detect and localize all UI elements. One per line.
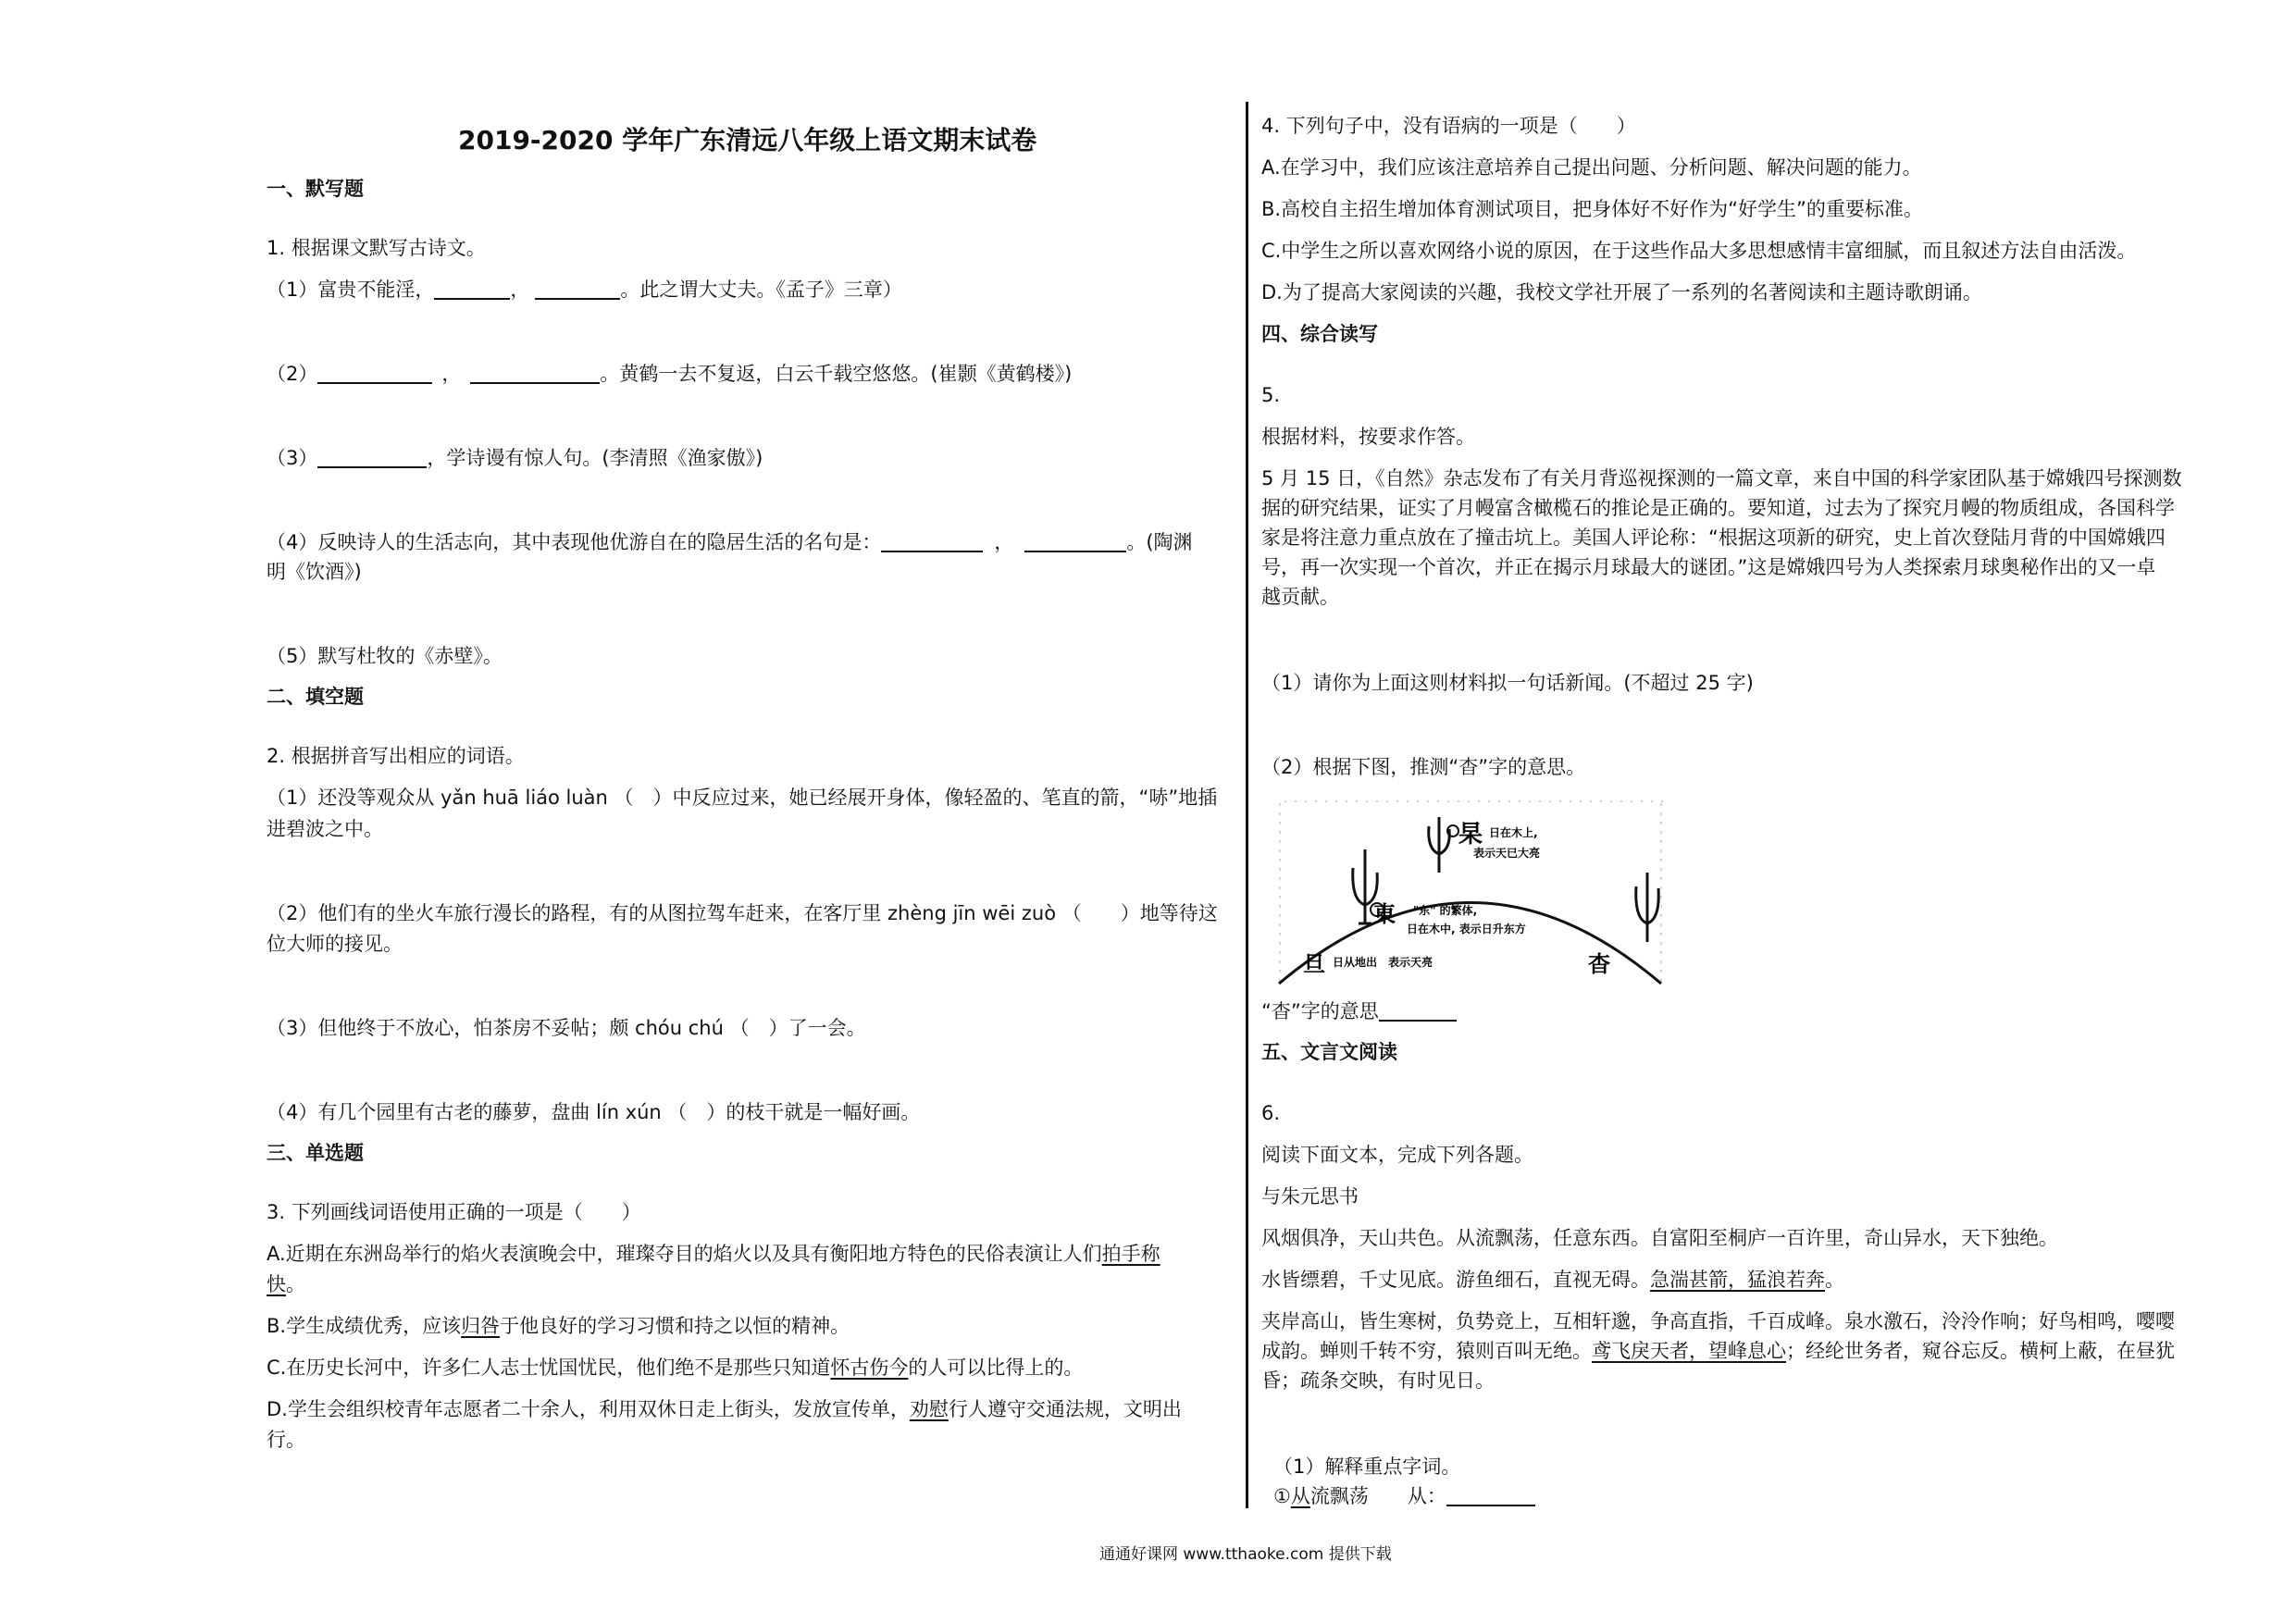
question-6: 6.	[1261, 1102, 1281, 1124]
option-3d: D.学生会组织校青年志愿者二十余人，利用双休日走上街头，发放宣传单，劝慰行人遵守交通法规，文明出	[267, 1398, 1182, 1420]
question-6-intro: 阅读下面文本，完成下列各题。	[1261, 1144, 1533, 1166]
question-5-answer: “杳”字的意思	[1261, 997, 1457, 1026]
passage-line: 夹岸高山，皆生寒树，负势竞上，互相轩邈，争高直指，千百成峰。泉水激石，泠泠作响；好鸟相鸣，嘤嘤	[1261, 1310, 2175, 1332]
question-2-1: （1）还没等观众从 yǎn huā liáo luàn （ ）中反应过来，她已经展开身体，像轻盈的、笔直的箭，“哧”地插	[267, 787, 1218, 809]
section-heading-classical: 五、文言文阅读	[1261, 1041, 1397, 1063]
question-1-1: （1）富贵不能淫， ， 。此之谓大丈夫。《孟子》三章）	[267, 279, 902, 301]
figure-note: 日在木中, 表示日升东方	[1407, 923, 1526, 935]
answer-blank[interactable]	[881, 530, 983, 552]
option-4a: A.在学习中，我们应该注意培养自己提出问题、分析问题、解决问题的能力。	[1261, 156, 1922, 179]
section-heading-fill: 二、填空题	[267, 686, 364, 708]
figure-note: "东" 的繁体,	[1413, 904, 1478, 917]
question-2-1-cont: 进碧波之中。	[267, 818, 383, 840]
question-2-4: （4）有几个园里有古老的藤萝，盘曲 lín xún （ ）的枝干就是一幅好画。	[267, 1101, 921, 1123]
question-6-1-a: ①从流飘荡 从：	[1273, 1481, 1535, 1511]
question-1-3: （3） ，学诗谩有惊人句。(李清照《渔家傲》)	[267, 447, 763, 469]
passage-line: 成韵。蝉则千转不穷，猿则百叫无绝。鸢飞戾天者，望峰息心；经纶世务者，窥谷忘反。横柯上蔽，在昼犹	[1261, 1340, 2175, 1362]
question-5-1: （1）请你为上面这则材料拟一句话新闻。(不超过 25 字)	[1261, 672, 1754, 694]
material-line: 家是将注意力重点放在了撞击坑上。美国人评论称：“根据这项新的研究，史上首次登陆月背的中国嫦娥四	[1261, 527, 2166, 549]
option-3d-cont: 行。	[267, 1429, 305, 1451]
answer-blank[interactable]	[1446, 1484, 1535, 1506]
option-3a-cont: 快。	[267, 1273, 305, 1295]
question-2: 2. 根据拼音写出相应的词语。	[267, 745, 525, 767]
answer-blank[interactable]	[470, 362, 600, 384]
question-4: 4. 下列句子中，没有语病的一项是（ ）	[1261, 115, 1636, 137]
figure-note: 表示天已大亮	[1473, 847, 1541, 860]
figure-char-gao: 杲	[1458, 821, 1483, 849]
option-3a: A.近期在东洲岛举行的焰火表演晚会中，璀璨夺目的焰火以及具有衡阳地方特色的民俗表演让人们拍手称	[267, 1243, 1160, 1265]
option-3b: B.学生成绩优秀，应该归咎于他良好的学习习惯和持之以恒的精神。	[267, 1315, 850, 1337]
option-4d: D.为了提高大家阅读的兴趣，我校文学社开展了一系列的名著阅读和主题诗歌朗诵。	[1261, 281, 1982, 304]
passage-line: 昏；疏条交映，有时见日。	[1261, 1369, 1495, 1392]
question-1: 1. 根据课文默写古诗文。	[267, 237, 486, 259]
page-footer: 通通好课网 www.tthaoke.com 提供下载	[1099, 1545, 1392, 1564]
passage-line: 风烟俱净，天山共色。从流飘荡，任意东西。自富阳至桐庐一百许里，奇山异水，天下独绝。	[1261, 1227, 2058, 1249]
question-1-4-cont: 明《饮酒》)	[267, 561, 362, 583]
section-heading-single-choice: 三、单选题	[267, 1142, 364, 1164]
section-heading-comprehensive: 四、综合读写	[1261, 323, 1378, 345]
material-line: 号，再一次实现一个首次，并正在揭示月球最大的谜团。”这是嫦娥四号为人类探索月球奥秘作出的又一卓	[1261, 556, 2156, 578]
column-divider	[1246, 102, 1248, 1508]
question-2-3: （3）但他终于不放心，怕茶房不妥帖；颇 chóu chú （ ）了一会。	[267, 1017, 866, 1039]
answer-blank[interactable]	[317, 362, 432, 384]
question-1-4: （4）反映诗人的生活志向，其中表现他优游自在的隐居生活的名句是： ， 。(陶渊	[267, 531, 1193, 553]
question-2-2: （2）他们有的坐火车旅行漫长的路程，有的从图拉驾车赶来，在客厅里 zhèng jīn wēi zuò （ ）地等待这	[267, 902, 1218, 924]
question-1-2: （2） ， 。黄鹤一去不复返，白云千载空悠悠。(崔颢《黄鹤楼》)	[267, 363, 1073, 385]
answer-blank[interactable]	[535, 278, 620, 300]
figure-char-dan: 旦	[1303, 951, 1325, 977]
answer-blank[interactable]	[317, 446, 427, 468]
material-line: 据的研究结果，证实了月幔富含橄榄石的推论是正确的。要知道，过去为了探究月幔的物质组成，各国科学	[1261, 497, 2175, 519]
figure-char-dong: 東	[1373, 901, 1396, 927]
question-5: 5.	[1261, 384, 1281, 406]
question-3: 3. 下列画线词语使用正确的一项是（ ）	[267, 1201, 641, 1223]
section-heading-dictation: 一、默写题	[267, 178, 364, 200]
figure-char-yao: 杳	[1588, 951, 1610, 977]
option-4b: B.高校自主招生增加体育测试项目，把身体好不好作为“好学生”的重要标准。	[1261, 198, 1923, 220]
answer-blank[interactable]	[434, 278, 510, 300]
character-evolution-figure	[1277, 794, 1675, 988]
material-line: 5 月 15 日，《自然》杂志发布了有关月背巡视探测的一篇文章，来自中国的科学家团队基于嫦娥四号探测数	[1261, 467, 2182, 489]
option-4c: C.中学生之所以喜欢网络小说的原因，在于这些作品大多思想感情丰富细腻，而且叙述方法自由活泼。	[1261, 240, 2137, 262]
question-1-5: （5）默写杜牧的《赤壁》。	[267, 645, 503, 667]
page-title: 2019-2020 学年广东清远八年级上语文期末试卷	[458, 125, 1037, 155]
figure-note: 日在木上,	[1489, 826, 1538, 839]
option-3c: C.在历史长河中，许多仁人志士忧国忧民，他们绝不是那些只知道怀古伤今的人可以比得上的。	[267, 1357, 1084, 1379]
material-line: 越贡献。	[1261, 586, 1339, 608]
question-2-2-cont: 位大师的接见。	[267, 933, 403, 955]
figure-note: 日从地出 表示天亮	[1333, 956, 1433, 969]
question-6-1: （1）解释重点字词。	[1273, 1456, 1461, 1478]
passage-title: 与朱元思书	[1261, 1185, 1359, 1208]
passage-line: 水皆缥碧，千丈见底。游鱼细石，直视无碍。急湍甚箭，猛浪若奔。	[1261, 1269, 1844, 1291]
answer-blank[interactable]	[1024, 530, 1126, 552]
question-5-2: （2）根据下图，推测“杳”字的意思。	[1261, 756, 1586, 778]
answer-blank[interactable]	[1379, 999, 1457, 1022]
question-5-intro: 根据材料，按要求作答。	[1261, 426, 1475, 448]
